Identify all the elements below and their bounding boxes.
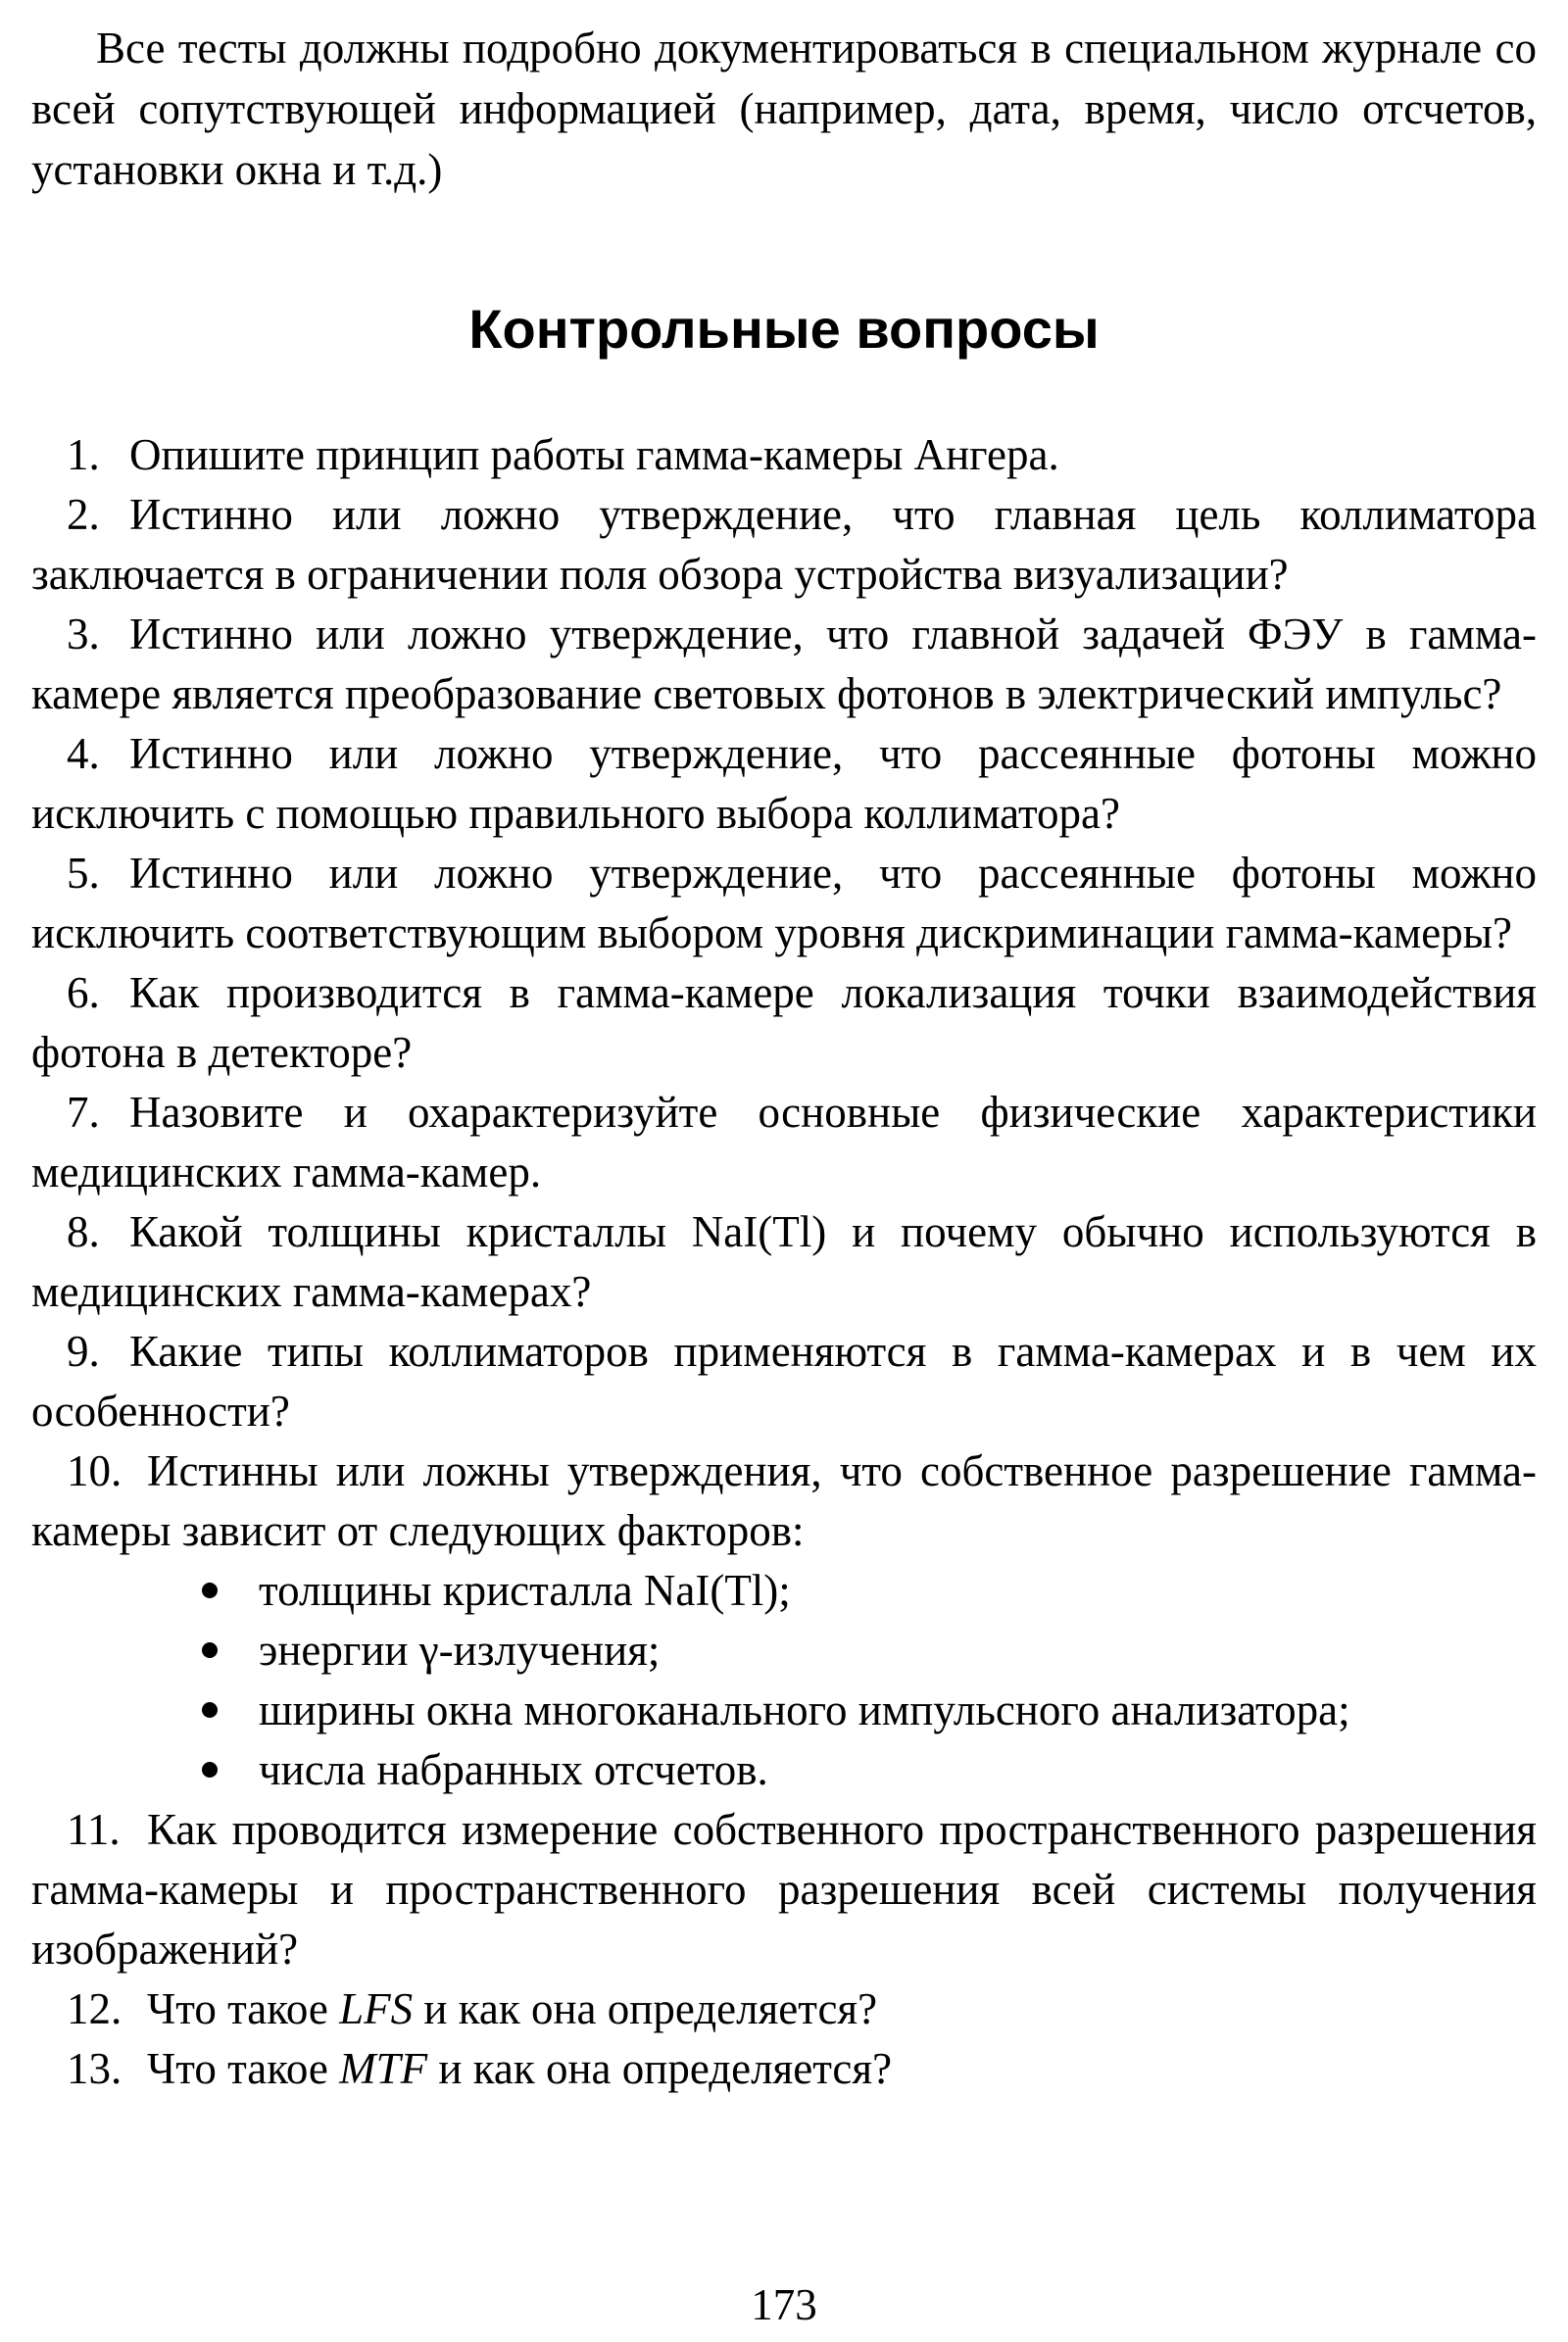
question-text: Истинно или ложно утверждение, что рассеянные фотоны можно исключить соответствующим выбором уровня дискриминации гамма-камеры?: [31, 849, 1537, 957]
question-number: 13.: [67, 2044, 122, 2093]
question-text: Истинны или ложны утверждения, что собственное разрешение гамма-камеры зависит от следующих факторов:: [31, 1446, 1537, 1555]
question-item: [31, 425, 1537, 485]
question-number: 2.: [67, 490, 100, 539]
question-number: 5.: [67, 849, 100, 898]
question-text: Опишите принцип работы гамма-камеры Ангера.: [129, 430, 1059, 479]
question-text: Как проводится измерение собственного пространственного разрешения гамма-камеры и пространственного разрешения всей системы получения изображений?: [31, 1805, 1537, 1974]
question-text-pre: Что такое: [147, 1984, 328, 2033]
factor-list: [31, 1561, 1537, 1800]
question-text: Как производится в гамма-камере локализация точки взаимодействия фотона в детекторе?: [31, 968, 1537, 1077]
bullet-icon: [202, 1583, 218, 1598]
factor-item: [202, 1561, 1537, 1621]
factor-text: ширины окна многоканального импульсного анализатора;: [259, 1685, 1350, 1734]
question-text-post: и как она определяется?: [423, 1984, 878, 2033]
question-item: [31, 1441, 1537, 1561]
factor-item: [202, 1740, 1537, 1800]
question-item: [31, 605, 1537, 724]
question-text: Какой толщины кристаллы NaI(Tl) и почему обычно используются в медицинских гамма-камерах?: [31, 1207, 1537, 1316]
term-mtf: MTF: [339, 2044, 428, 2093]
question-number: 7.: [67, 1088, 100, 1137]
question-item: [31, 963, 1537, 1083]
question-item: [31, 1800, 1537, 1979]
question-item: [31, 724, 1537, 844]
question-text: Назовите и охарактеризуйте основные физические характеристики медицинских гамма-камер.: [31, 1088, 1537, 1196]
page-number: 173: [751, 2280, 817, 2329]
question-number: 6.: [67, 968, 100, 1017]
question-text-pre: Что такое: [147, 2044, 328, 2093]
question-number: 1.: [67, 430, 100, 479]
question-text: Истинно или ложно утверждение, что главная цель коллиматора заключается в ограничении поля обзора устройства визуализации?: [31, 490, 1537, 599]
question-number: 4.: [67, 729, 100, 778]
question-item: [31, 1322, 1537, 1441]
question-text-post: и как она определяется?: [438, 2044, 893, 2093]
question-item: [31, 844, 1537, 963]
question-number: 12.: [67, 1984, 122, 2033]
intro-paragraph: Все тесты должны подробно документироваться в специальном журнале со всей сопутствующей информацией (например, дата, время, число отсчетов, установки окна и т.д.): [31, 24, 1537, 194]
factor-item: [202, 1681, 1537, 1740]
factor-item: [202, 1621, 1537, 1681]
question-text: Какие типы коллиматоров применяются в гамма-камерах и в чем их особенности?: [31, 1327, 1537, 1436]
questions-list: [31, 425, 1537, 2099]
question-number: 11.: [67, 1805, 121, 1854]
question-text: Истинно или ложно утверждение, что главной задачей ФЭУ в гамма-камере является преобразование световых фотонов в электрический импульс?: [31, 610, 1537, 718]
question-number: 9.: [67, 1327, 100, 1376]
section-heading: Контрольные вопросы: [468, 298, 1100, 360]
factor-text: энергии γ-излучения;: [259, 1626, 661, 1675]
question-number: 8.: [67, 1207, 100, 1256]
bullet-icon: [202, 1642, 218, 1658]
document-page: [31, 0, 1537, 2342]
factor-text: числа набранных отсчетов.: [259, 1745, 768, 1794]
question-item: [31, 1979, 1537, 2039]
question-item: [31, 485, 1537, 605]
question-item: [31, 2039, 1537, 2099]
question-item: [31, 1083, 1537, 1202]
bullet-icon: [202, 1702, 218, 1718]
term-lfs: LFS: [339, 1984, 414, 2033]
question-text: Истинно или ложно утверждение, что рассеянные фотоны можно исключить с помощью правильного выбора коллиматора?: [31, 729, 1537, 838]
question-number: 3.: [67, 610, 100, 659]
bullet-icon: [202, 1762, 218, 1778]
question-item: [31, 1202, 1537, 1322]
question-number: 10.: [67, 1446, 122, 1495]
factor-text: толщины кристалла NaI(Tl);: [259, 1566, 791, 1615]
